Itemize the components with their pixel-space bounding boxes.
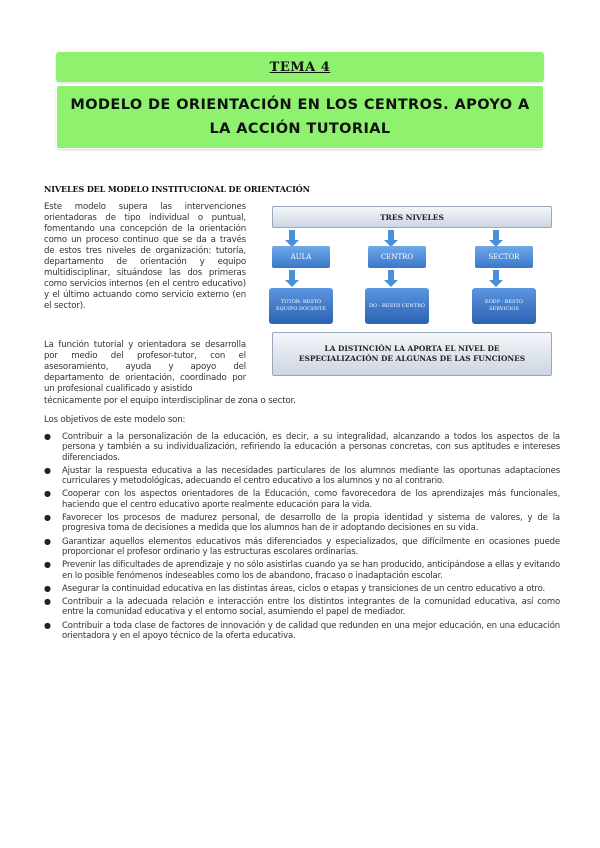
tutorial-paragraph: La función tutorial y orientadora se desarrolla por medio del profesor-tutor, con el asesoramiento, ayuda y apoyo del departamento de orientación, coordinado por un profesional cualificado y asistido [44,340,246,394]
arrow-down-icon [489,270,503,287]
page-title: MODELO DE ORIENTACIÓN EN LOS CENTROS. APOYO A LA ACCIÓN TUTORIAL [70,97,530,137]
list-item: ● Asegurar la continuidad educativa en las distintas áreas, ciclos o etapas y transiciones de un centro educativo a otro. [44,583,546,594]
sub-eoep: EOEP - RESTO SERVICIOS [472,288,536,324]
tutorial-paragraph-end: técnicamente por el equipo interdisciplinar de zona o sector. [44,396,296,406]
arrow-down-icon [384,270,398,287]
bullet-icon: ● [44,432,51,441]
level-aula: AULA [272,246,330,268]
list-item: ● Cooperar con los aspectos orientadores de la Educación, como favorecedora de los aprendizajes más funcionales, haciendo que el centro educativo aporte realmente educación para la vida. [44,489,560,510]
topic-label: TEMA 4 [269,59,331,75]
sub-tutor: TUTOR- RESTO EQUIPO DOCENTE [269,288,333,324]
arrow-down-icon [285,270,299,287]
bullet-icon: ● [44,536,51,546]
list-item: ● Ajustar la respuesta educativa a las necesidades particulares de los alumnos mediante las oportunas adaptaciones curriculares y metodológicas, adecuando el centro educativo a los alumnos y no al contrario. [44,465,560,487]
objectives-list [44,432,560,644]
header [56,52,544,149]
bullet-icon: ● [44,489,51,499]
bullet-icon: ● [44,620,51,630]
list-item: ● Garantizar aquellos elementos educativos más diferenciados y especializados, que difícilmente en ocasiones puede proporcionar el profesor ordinario y las estructuras escolares ordinarias. [44,536,560,557]
bullet-icon: ● [44,583,51,593]
diagram-top-box: TRES NIVELES [272,206,552,228]
sub-do: DO - RESTO CENTRO [365,288,429,324]
topic-banner [56,52,544,82]
title-banner [56,85,544,149]
list-item: ● Favorecer los procesos de madurez personal, de desarrollo de la propia identidad y sistema de valores, y de la progresiva toma de decisiones a medida que los alumnos han de ir adoptando decisiones en su vida. [44,513,560,534]
levels-diagram [262,206,562,378]
diagram-bottom-box: LA DISTINCIÓN LA APORTA EL NIVEL DE ESPECIALIZACIÓN DE ALGUNAS DE LAS FUNCIONES [272,332,552,376]
list-item: ● Prevenir las dificultades de aprendizaje y no sólo asistirlas cuando ya se han producido, anticipándose a ellas y evitando en lo posible fenómenos indeseables como los de abandono, fracaso o inadaptación escolar. [44,560,560,581]
intro-paragraph: Este modelo supera las intervenciones orientadoras de tipo individual o puntual, fomentando una concepción de la orientación como un proceso continuo que se da a través de estos tres niveles de organización: tutoría, departamento de orientación y equipo multidisciplinar, situándose las dos primeras como servicios internos (en el centro educativo) y el último actuando como servicio externo (en el sector). [44,202,246,311]
level-centro: CENTRO [368,246,426,268]
section-title: NIVELES DEL MODELO INSTITUCIONAL DE ORIENTACIÓN [44,184,310,194]
objectives-intro: Los objetivos de este modelo son: [44,415,186,425]
bullet-icon: ● [44,560,51,570]
bullet-icon: ● [44,513,51,523]
list-item: ● Contribuir a la adecuada relación e interacción entre los distintos integrantes de la comunidad educativa, así como entre la comunidad educativa y el entorno social, asumiendo el papel de mediador. [44,597,560,618]
bullet-icon: ● [44,597,51,607]
list-item: ● Contribuir a la personalización de la educación, es decir, a su integralidad, alcanzando a todos los aspectos de la persona y también a su individualización, refiriendo la educación a personas concretas, con sus aptitudes e intereses diferenciados. [44,432,560,463]
level-sector: SECTOR [475,246,533,268]
list-item: ● Contribuir a toda clase de factores de innovación y de calidad que redunden en una mejor educación, en una educación orientadora y en el apoyo técnico de la oferta educativa. [44,620,560,642]
bullet-icon: ● [44,465,51,475]
arrow-down-icon [489,230,503,247]
arrow-down-icon [285,230,299,247]
arrow-down-icon [384,230,398,247]
